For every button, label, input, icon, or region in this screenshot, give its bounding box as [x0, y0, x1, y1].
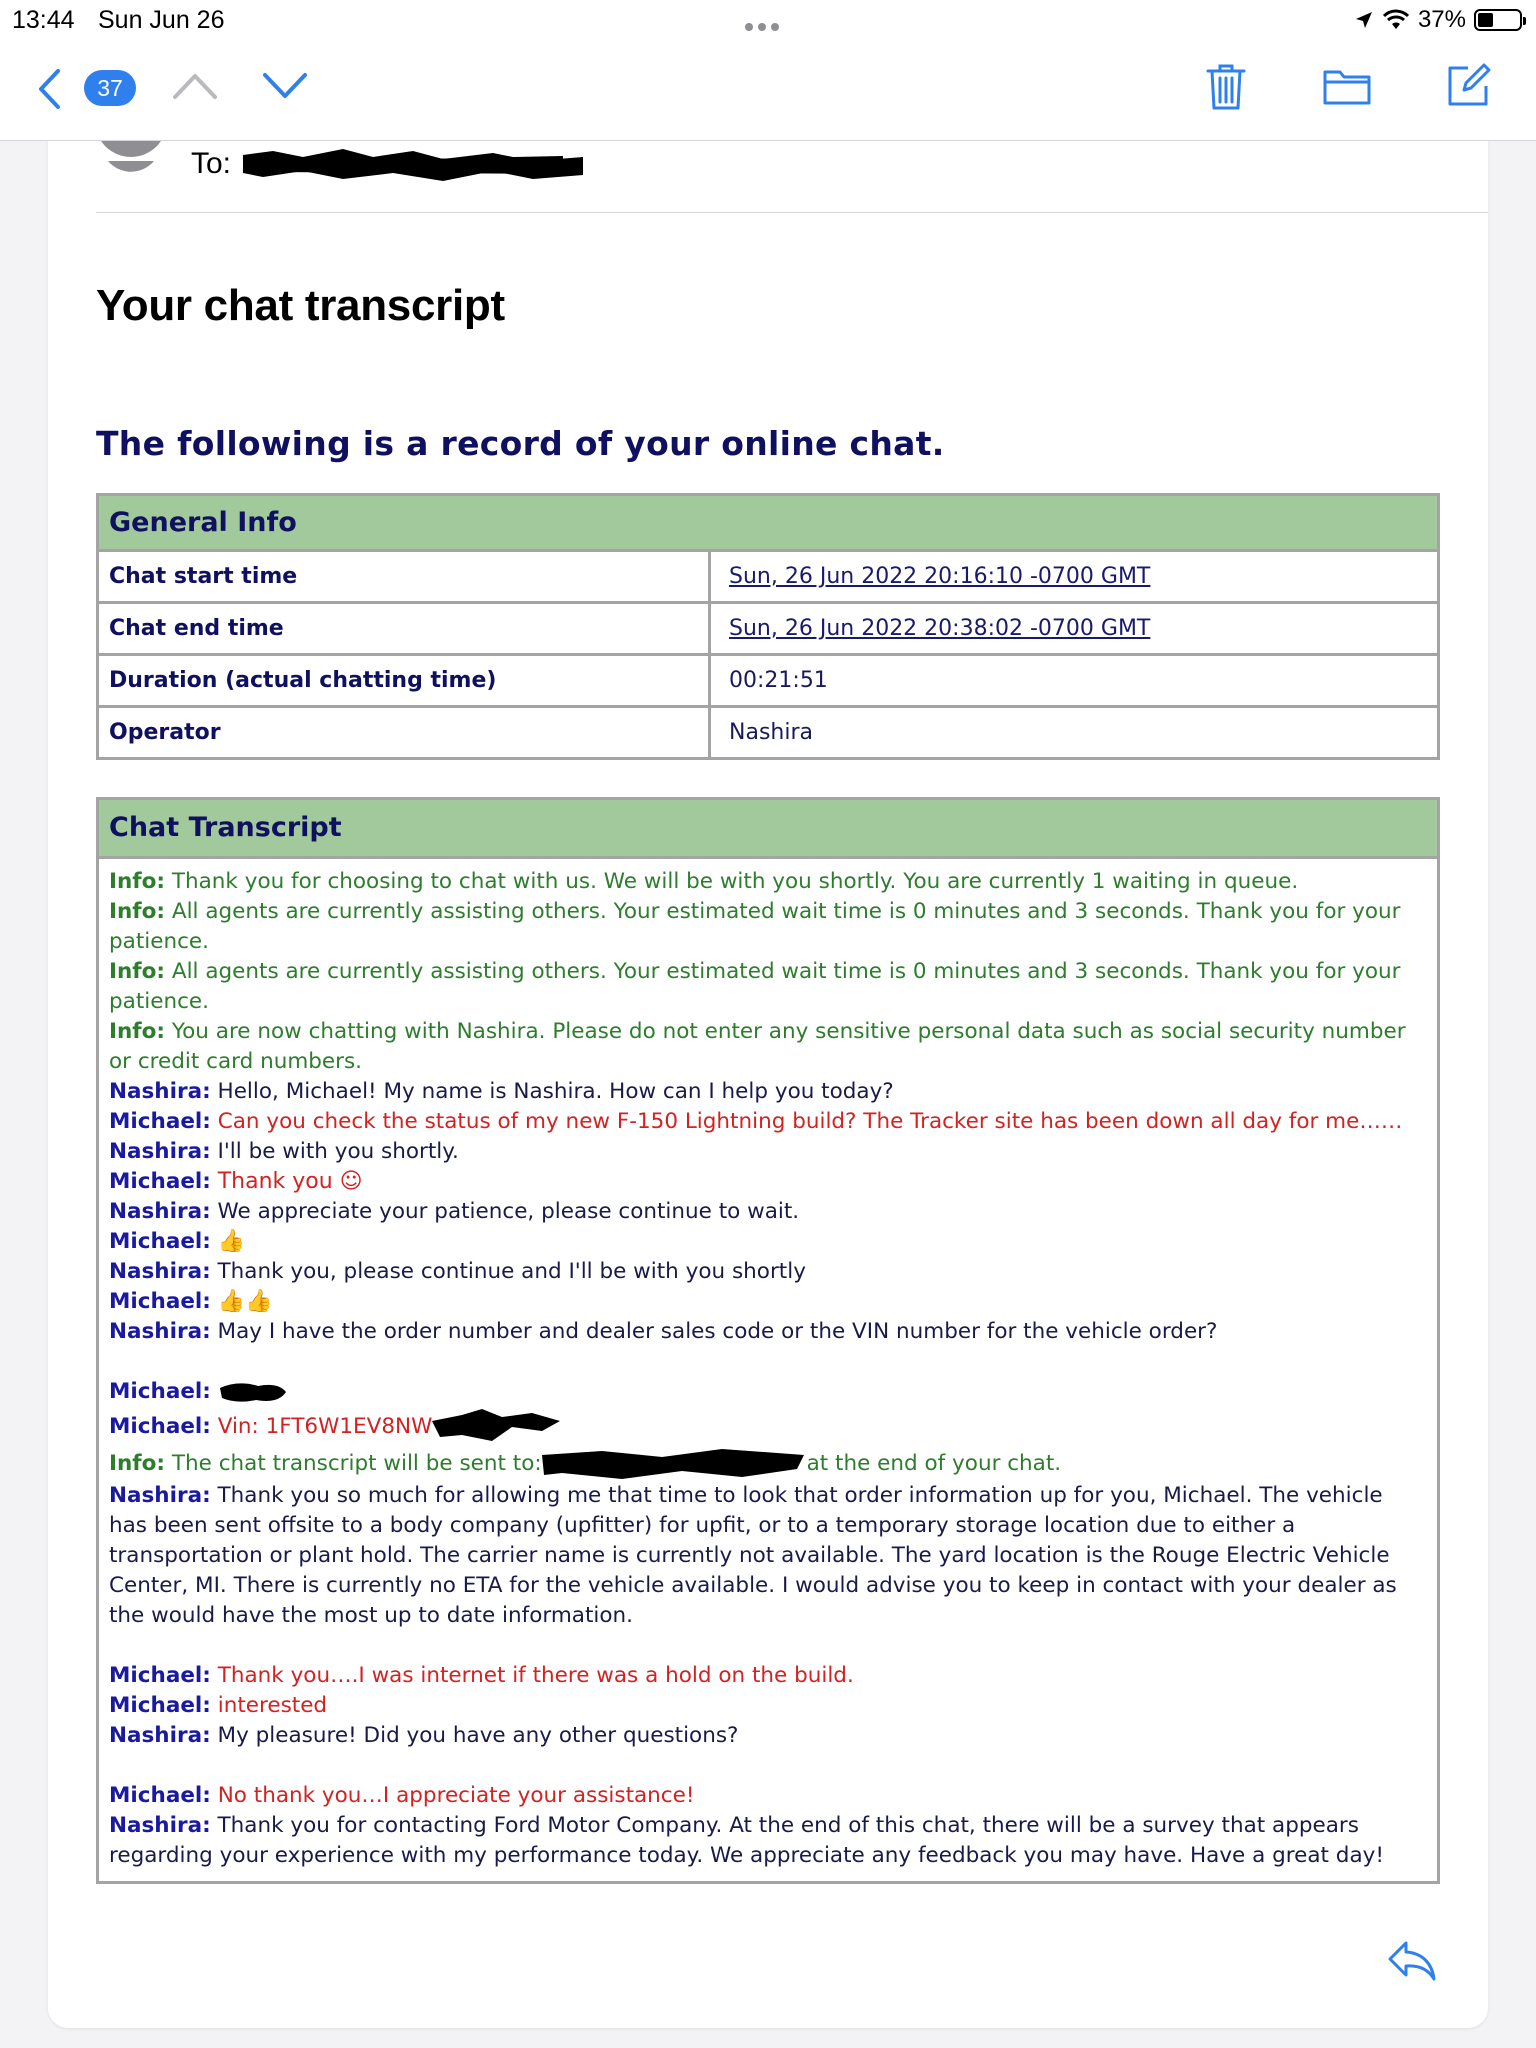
mail-toolbar — [0, 40, 1536, 141]
speaker: Michael: — [109, 1109, 211, 1134]
chat-line — [109, 1077, 1427, 1107]
row-value: 00:21:51 — [710, 655, 1439, 707]
spacer — [109, 1631, 1427, 1661]
table-row — [98, 655, 1439, 707]
message: Thank you so much for allowing me that time to look that order information up for you, Michael. The vehicle has been sent offsite to a body company (upfitter) for upfit, or to a temporary storage location due to either a transportation or plant hold. The carrier name is currently not available. The yard location is the Rouge Electric Vehicle Center, MI. There is currently no ETA for the vehicle available. I would advise you to keep in contact with your dealer as the would have the most up to date information. — [109, 1483, 1397, 1628]
speaker: Michael: — [109, 1414, 211, 1439]
chat-line — [109, 1721, 1427, 1751]
message: No thank you…I appreciate your assistance! — [217, 1783, 695, 1808]
back-chevron-icon[interactable] — [36, 68, 62, 110]
speaker: Nashira: — [109, 1259, 211, 1284]
redacted-recipient — [243, 145, 593, 185]
chat-line — [109, 897, 1427, 957]
email-subtitle: The following is a record of your online chat. — [96, 424, 945, 463]
chat-line — [109, 1447, 1427, 1481]
message: All agents are currently assisting others. Your estimated wait time is 0 minutes and 3 seconds. Thank you for your patience. — [109, 899, 1401, 954]
message: I'll be with you shortly. — [217, 1139, 459, 1164]
thumbs-up-icon: 👍👍 — [217, 1289, 273, 1314]
row-label: Duration (actual chatting time) — [98, 655, 710, 707]
thumbs-up-icon: 👍 — [217, 1229, 246, 1254]
spacer — [109, 1751, 1427, 1781]
message: Vin: 1FT6W1EV8NW — [217, 1414, 433, 1439]
message: All agents are currently assisting others. Your estimated wait time is 0 minutes and 3 seconds. Thank you for your patience. — [109, 959, 1401, 1014]
chat-line — [109, 1781, 1427, 1811]
table-row — [98, 707, 1439, 759]
speaker: Michael: — [109, 1289, 211, 1314]
chat-start-time-link[interactable]: Sun, 26 Jun 2022 20:16:10 -0700 GMT — [729, 564, 1151, 589]
chat-line — [109, 1691, 1427, 1721]
chat-line — [109, 867, 1427, 897]
chat-end-time-link[interactable]: Sun, 26 Jun 2022 20:38:02 -0700 GMT — [729, 616, 1151, 641]
unread-count-badge[interactable]: 37 — [84, 70, 136, 106]
chat-line — [109, 1137, 1427, 1167]
multitasking-dots-icon[interactable] — [745, 16, 795, 26]
speaker: Nashira: — [109, 1319, 211, 1344]
status-right — [1354, 6, 1522, 34]
chat-line — [109, 957, 1427, 1017]
chat-transcript-table — [96, 797, 1440, 1884]
chat-line — [109, 1377, 1427, 1407]
chat-transcript-body — [99, 859, 1437, 1881]
chat-line — [109, 1661, 1427, 1691]
location-arrow-icon — [1354, 10, 1374, 30]
speaker: Nashira: — [109, 1483, 211, 1508]
message: Thank you for contacting Ford Motor Company. At the end of this chat, there will be a survey that appears regarding your experience with my performance today. We appreciate any feedback you may have. Have a great day! — [109, 1813, 1384, 1868]
table-row — [98, 551, 1439, 603]
row-value — [710, 551, 1439, 603]
speaker: Michael: — [109, 1693, 211, 1718]
speaker: Info: — [109, 869, 166, 894]
message: Can you check the status of my new F-150 Lightning build? The Tracker site has been down all day for me…… — [217, 1109, 1403, 1134]
battery-icon — [1474, 9, 1522, 31]
speaker: Michael: — [109, 1229, 211, 1254]
chat-line — [109, 1257, 1427, 1287]
message: We appreciate your patience, please continue to wait. — [217, 1199, 800, 1224]
speaker: Info: — [109, 959, 166, 984]
status-date: Sun Jun 26 — [98, 6, 225, 34]
email-title: Your chat transcript — [96, 281, 505, 330]
speaker: Info: — [109, 1019, 166, 1044]
redacted-order-number — [218, 1378, 288, 1406]
speaker: Info: — [109, 1451, 166, 1476]
speaker: Michael: — [109, 1379, 211, 1404]
battery-percent: 37% — [1417, 6, 1466, 33]
up-arrow-icon[interactable] — [172, 72, 218, 100]
speaker: Nashira: — [109, 1139, 211, 1164]
to-label: To: — [191, 147, 232, 180]
message: Hello, Michael! My name is Nashira. How can I help you today? — [217, 1079, 894, 1104]
table-row — [98, 603, 1439, 655]
folder-icon[interactable] — [1322, 66, 1372, 106]
wifi-icon — [1382, 9, 1410, 31]
row-label: Chat end time — [98, 603, 710, 655]
message: Thank you….I was internet if there was a hold on the build. — [217, 1663, 854, 1688]
compose-icon[interactable] — [1446, 62, 1492, 108]
row-label: Chat start time — [98, 551, 710, 603]
message: interested — [217, 1693, 328, 1718]
spacer — [109, 1347, 1427, 1377]
message: at the end of your chat. — [806, 1451, 1062, 1476]
speaker: Nashira: — [109, 1079, 211, 1104]
row-label: Operator — [98, 707, 710, 759]
speaker: Michael: — [109, 1783, 211, 1808]
row-value: Nashira — [710, 707, 1439, 759]
message: My pleasure! Did you have any other questions? — [217, 1723, 739, 1748]
header-divider — [96, 212, 1488, 213]
redacted-vin-suffix — [432, 1407, 562, 1447]
general-info-heading: General Info — [98, 495, 1439, 551]
trash-icon[interactable] — [1206, 62, 1246, 112]
chat-line — [109, 1287, 1427, 1317]
speaker: Michael: — [109, 1169, 211, 1194]
row-value — [710, 603, 1439, 655]
reply-icon[interactable] — [1386, 1939, 1438, 1983]
status-bar — [0, 0, 1536, 40]
avatar — [94, 141, 168, 177]
speaker: Michael: — [109, 1663, 211, 1688]
message: May I have the order number and dealer sales code or the VIN number for the vehicle order? — [217, 1319, 1218, 1344]
mail-message-card — [48, 141, 1488, 2028]
chat-line — [109, 1167, 1427, 1197]
chat-transcript-heading: Chat Transcript — [99, 800, 1437, 859]
chat-line — [109, 1197, 1427, 1227]
message: Thank you ☺ — [217, 1169, 363, 1194]
speaker: Info: — [109, 899, 166, 924]
battery-level — [1478, 13, 1493, 27]
general-info-table — [96, 493, 1440, 760]
chat-line — [109, 1407, 1427, 1447]
message: Thank you, please continue and I'll be with you shortly — [217, 1259, 806, 1284]
redacted-email — [542, 1447, 807, 1481]
chat-line — [109, 1107, 1427, 1137]
message: You are now chatting with Nashira. Please do not enter any sensitive personal data such as social security number or credit card numbers. — [109, 1019, 1406, 1074]
chat-line — [109, 1017, 1427, 1077]
message: Thank you for choosing to chat with us. We will be with you shortly. You are currently 1 waiting in queue. — [171, 869, 1299, 894]
speaker: Nashira: — [109, 1199, 211, 1224]
chat-line — [109, 1317, 1427, 1347]
speaker: Nashira: — [109, 1813, 211, 1838]
chat-line — [109, 1481, 1427, 1631]
down-arrow-icon[interactable] — [262, 72, 308, 100]
message: The chat transcript will be sent to: — [171, 1451, 542, 1476]
chat-line — [109, 1811, 1427, 1871]
speaker: Nashira: — [109, 1723, 211, 1748]
status-time: 13:44 — [12, 6, 75, 34]
chat-line — [109, 1227, 1427, 1257]
